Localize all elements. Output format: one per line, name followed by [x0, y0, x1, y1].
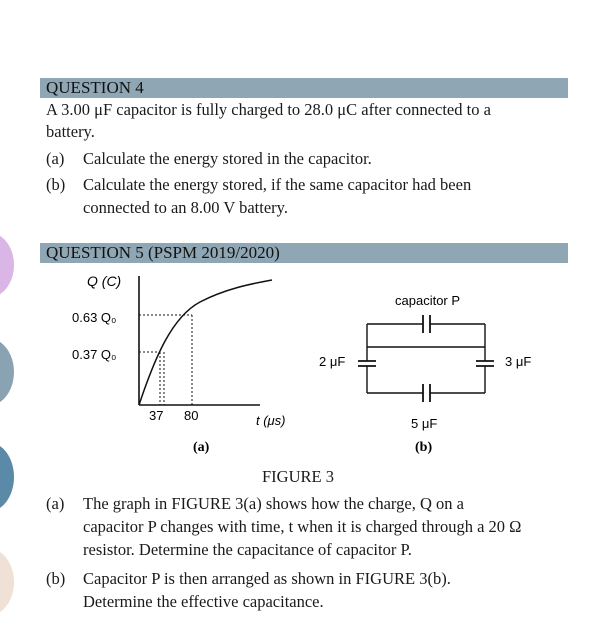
- circuit-label-5uf: 5 μF: [411, 416, 438, 431]
- decor-circle-grey-blue: [0, 338, 14, 406]
- decor-circle-beige: [0, 548, 14, 616]
- decor-circle-purple: [0, 232, 14, 298]
- question-4b-line-2: connected to an 8.00 V battery.: [83, 198, 288, 217]
- graph-charging-curve: [139, 280, 272, 405]
- question-5a-line-2: capacitor P changes with time, t when it is charged through a 20 Ω: [83, 517, 522, 536]
- figure-3b-circuit: [305, 262, 565, 462]
- graph-x-label: t (μs): [256, 413, 286, 428]
- graph-x-tick-37: 37: [149, 408, 164, 423]
- question-5-header: QUESTION 5 (PSPM 2019/2020): [46, 243, 280, 262]
- question-5b-label: (b): [46, 569, 66, 588]
- circuit-sub-label: (b): [415, 440, 433, 455]
- decor-circle-teal-blue: [0, 442, 14, 512]
- circuit-label-3uf: 3 μF: [505, 354, 532, 369]
- figure-3-caption: FIGURE 3: [262, 467, 334, 486]
- question-4-stem-line-2: battery.: [46, 122, 95, 141]
- question-4a-label: (a): [46, 149, 65, 168]
- graph-x-tick-80: 80: [184, 408, 199, 423]
- question-5a-line-3: resistor. Determine the capacitance of capacitor P.: [83, 540, 412, 559]
- question-4b-line-1: Calculate the energy stored, if the same capacitor had been: [83, 175, 472, 194]
- circuit-label-2uf: 2 μF: [319, 354, 346, 369]
- graph-y-label: Q (C): [87, 273, 122, 289]
- question-5b-line-2: Determine the effective capacitance.: [83, 592, 324, 611]
- graph-y-tick-high: 0.63 Q₀: [72, 310, 117, 325]
- question-4b-label: (b): [46, 175, 66, 194]
- figure-3a-graph: [60, 262, 310, 462]
- question-4-header: QUESTION 4: [46, 78, 144, 97]
- circuit-label-capacitor-p: capacitor P: [395, 293, 461, 308]
- question-5a-line-1: The graph in FIGURE 3(a) shows how the charge, Q on a: [83, 494, 464, 513]
- graph-y-tick-low: 0.37 Q₀: [72, 347, 117, 362]
- question-4-stem-line-1: A 3.00 μF capacitor is fully charged to 28.0 μC after connected to a: [46, 100, 491, 119]
- graph-sub-label: (a): [193, 440, 210, 455]
- question-4a-text: Calculate the energy stored in the capacitor.: [83, 149, 372, 168]
- question-5a-label: (a): [46, 494, 65, 513]
- question-5b-line-1: Capacitor P is then arranged as shown in FIGURE 3(b).: [83, 569, 451, 588]
